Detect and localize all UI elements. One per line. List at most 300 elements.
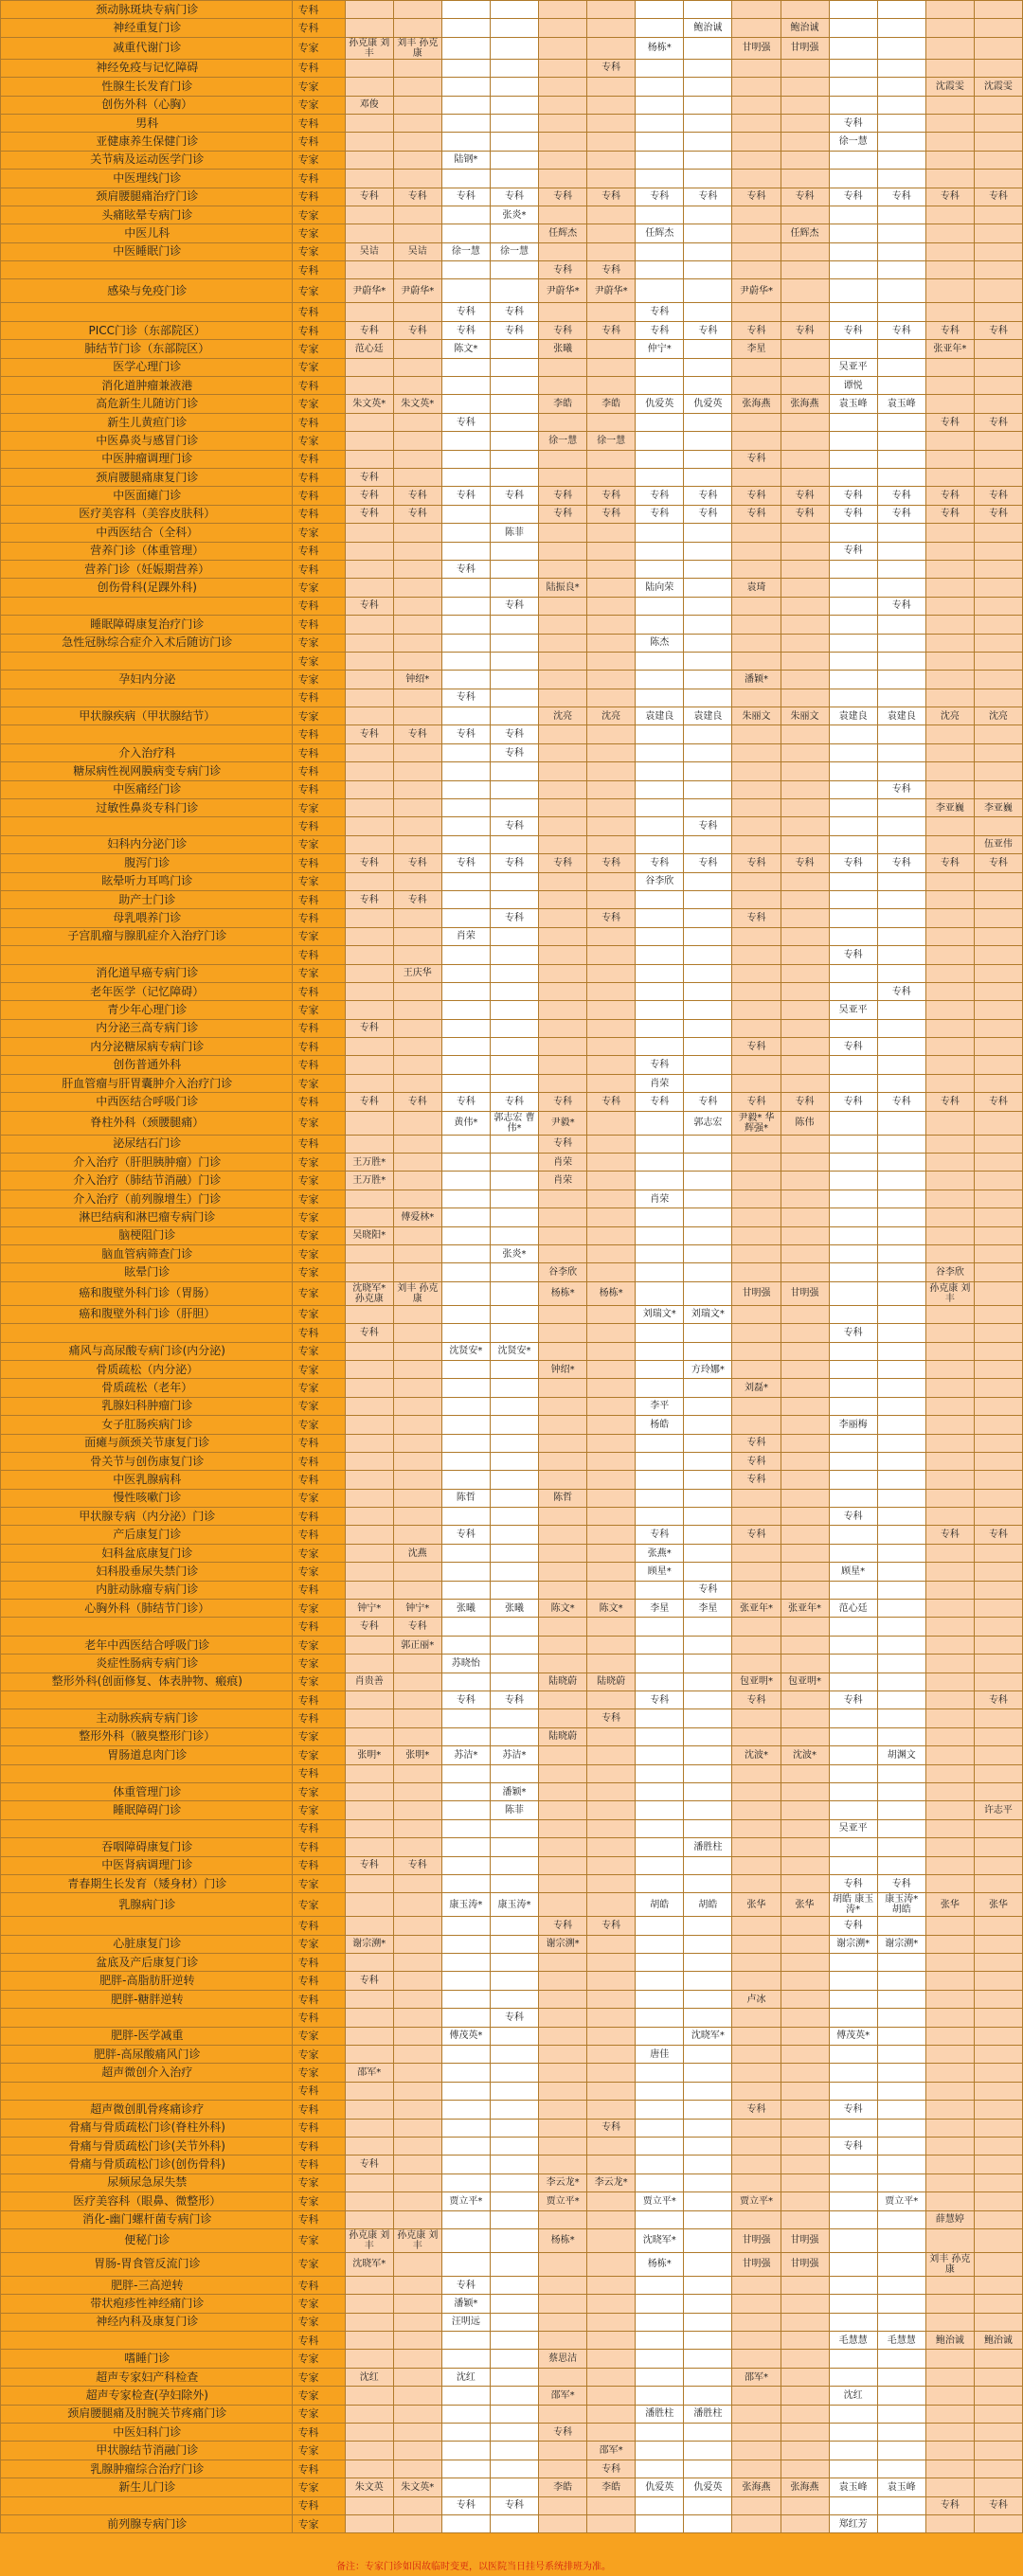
schedule-cell	[490, 1172, 538, 1190]
schedule-cell	[781, 2064, 829, 2082]
schedule-cell	[490, 261, 538, 279]
schedule-cell	[490, 1263, 538, 1281]
schedule-cell	[345, 2276, 393, 2294]
schedule-cell	[684, 1563, 732, 1581]
schedule-cell	[345, 1544, 393, 1562]
schedule-cell	[877, 2276, 925, 2294]
schedule-cell	[877, 1379, 925, 1397]
schedule-cell: 专科	[684, 1093, 732, 1111]
schedule-row	[1, 2387, 1023, 2405]
schedule-cell	[925, 1856, 974, 1874]
schedule-cell	[636, 1801, 684, 1819]
schedule-cell	[732, 982, 781, 1000]
schedule-cell	[684, 890, 732, 908]
schedule-cell	[684, 279, 732, 303]
clinic-type: 专家	[292, 964, 345, 982]
clinic-name: 高危新生儿随访门诊	[1, 395, 293, 413]
schedule-cell	[539, 1636, 587, 1654]
clinic-type: 专科	[292, 909, 345, 927]
clinic-name: 老年中西医结合呼吸门诊	[1, 1636, 293, 1654]
schedule-cell	[636, 2332, 684, 2350]
schedule-cell	[732, 1727, 781, 1745]
schedule-cell	[636, 2009, 684, 2027]
schedule-cell	[393, 799, 441, 817]
schedule-cell	[636, 909, 684, 927]
schedule-cell: 专科	[490, 1093, 538, 1111]
schedule-cell	[345, 909, 393, 927]
clinic-name: 女子肛肠疾病门诊	[1, 1416, 293, 1434]
clinic-name: 骨关节与创伤康复门诊	[1, 1452, 293, 1470]
schedule-cell	[345, 2350, 393, 2368]
schedule-cell	[393, 2174, 441, 2191]
schedule-cell	[925, 1618, 974, 1636]
schedule-cell	[345, 432, 393, 450]
schedule-cell	[539, 2496, 587, 2514]
schedule-cell	[829, 835, 877, 853]
schedule-row	[1, 579, 1023, 597]
schedule-cell	[732, 78, 781, 96]
clinic-name: 整形外科（腋臭整形门诊）	[1, 1727, 293, 1745]
schedule-cell	[490, 413, 538, 431]
clinic-name: 炎症性肠病专病门诊	[1, 1655, 293, 1673]
schedule-cell	[587, 1544, 636, 1562]
schedule-cell	[974, 1581, 1022, 1599]
clinic-name: 整形外科(创面修复、体表肿物、瘢痕)	[1, 1673, 293, 1690]
schedule-cell	[539, 1581, 587, 1599]
clinic-name: 骨质疏松（内分泌）	[1, 1360, 293, 1378]
schedule-cell	[684, 2156, 732, 2174]
schedule-cell	[781, 1990, 829, 2008]
schedule-cell	[684, 634, 732, 652]
schedule-cell	[490, 1056, 538, 1074]
schedule-row	[1, 224, 1023, 242]
schedule-cell	[829, 2424, 877, 2442]
schedule-cell	[345, 1709, 393, 1727]
schedule-cell	[587, 835, 636, 853]
clinic-type: 专科	[292, 2137, 345, 2155]
schedule-cell	[490, 1019, 538, 1037]
schedule-row	[1, 1600, 1023, 1618]
schedule-cell	[732, 59, 781, 77]
clinic-name: 颈动脉斑块专病门诊	[1, 1, 293, 19]
schedule-cell: 潘胜柱	[636, 2405, 684, 2423]
schedule-cell	[393, 2313, 441, 2331]
schedule-cell: 邵军*	[539, 2387, 587, 2405]
schedule-cell	[974, 524, 1022, 542]
schedule-cell	[877, 1801, 925, 1819]
schedule-cell	[732, 1618, 781, 1636]
schedule-cell	[781, 1190, 829, 1208]
schedule-cell	[781, 2405, 829, 2423]
schedule-cell	[587, 1801, 636, 1819]
schedule-cell	[490, 151, 538, 169]
schedule-cell	[829, 1636, 877, 1654]
schedule-cell	[732, 597, 781, 615]
clinic-type: 专家	[292, 279, 345, 303]
schedule-cell: 郑红芳	[829, 2515, 877, 2533]
schedule-cell	[925, 1746, 974, 1764]
schedule-cell	[587, 1893, 636, 1917]
schedule-cell	[925, 450, 974, 468]
schedule-cell	[732, 358, 781, 376]
schedule-cell: 专科	[732, 1452, 781, 1470]
schedule-cell: 专科	[829, 1324, 877, 1342]
schedule-cell: 陆振良*	[539, 579, 587, 597]
schedule-cell	[539, 468, 587, 486]
schedule-cell	[877, 2313, 925, 2331]
schedule-cell	[781, 579, 829, 597]
schedule-cell	[781, 2101, 829, 2119]
schedule-cell	[393, 59, 441, 77]
schedule-cell	[925, 1690, 974, 1708]
clinic-name: 新生儿门诊	[1, 2478, 293, 2496]
schedule-cell	[974, 1727, 1022, 1745]
schedule-cell	[636, 151, 684, 169]
clinic-type: 专家	[292, 2295, 345, 2313]
schedule-cell	[829, 2460, 877, 2478]
schedule-row	[1, 2276, 1023, 2294]
schedule-cell	[829, 689, 877, 707]
schedule-cell	[829, 1801, 877, 1819]
schedule-cell	[393, 1690, 441, 1708]
schedule-cell	[587, 872, 636, 890]
schedule-cell	[925, 377, 974, 395]
schedule-cell	[636, 450, 684, 468]
schedule-cell	[441, 835, 490, 853]
schedule-cell: 专科	[345, 725, 393, 743]
schedule-cell	[587, 2027, 636, 2045]
schedule-cell	[441, 799, 490, 817]
schedule-cell	[636, 652, 684, 670]
clinic-type: 专科	[292, 2332, 345, 2350]
schedule-cell	[539, 725, 587, 743]
schedule-cell	[587, 890, 636, 908]
clinic-type: 专家	[292, 634, 345, 652]
schedule-cell: 李亚巍	[974, 799, 1022, 817]
schedule-cell	[781, 1874, 829, 1892]
schedule-cell	[393, 1154, 441, 1172]
schedule-cell	[587, 1245, 636, 1263]
schedule-cell	[684, 1746, 732, 1764]
schedule-cell	[345, 19, 393, 37]
schedule-cell: 专科	[490, 303, 538, 321]
schedule-row	[1, 524, 1023, 542]
clinic-name: 超声微创介入治疗	[1, 2064, 293, 2082]
schedule-cell	[636, 133, 684, 151]
schedule-row	[1, 762, 1023, 780]
schedule-cell	[636, 279, 684, 303]
schedule-cell	[345, 524, 393, 542]
schedule-cell	[829, 1954, 877, 1972]
schedule-cell	[441, 1636, 490, 1654]
schedule-cell	[877, 2496, 925, 2514]
schedule-cell	[345, 1764, 393, 1782]
schedule-cell	[636, 946, 684, 964]
schedule-cell	[925, 59, 974, 77]
schedule-cell	[441, 2137, 490, 2155]
schedule-cell: 专科	[781, 505, 829, 523]
schedule-cell	[732, 2442, 781, 2460]
schedule-cell	[636, 1208, 684, 1226]
schedule-cell	[393, 1305, 441, 1323]
schedule-cell	[636, 2313, 684, 2331]
schedule-cell: 甘明强	[732, 1281, 781, 1305]
schedule-cell: 专科	[393, 890, 441, 908]
schedule-cell	[925, 1360, 974, 1378]
clinic-name: 孕妇内分泌	[1, 671, 293, 689]
clinic-type: 专科	[292, 114, 345, 132]
clinic-name	[1, 817, 293, 835]
schedule-cell	[925, 206, 974, 224]
schedule-cell	[539, 1856, 587, 1874]
schedule-cell	[925, 671, 974, 689]
schedule-cell: 刘磊*	[732, 1379, 781, 1397]
clinic-name: 妇科股垂尿失禁门诊	[1, 1563, 293, 1581]
schedule-cell	[684, 1690, 732, 1708]
clinic-type: 专科	[292, 1452, 345, 1470]
clinic-type: 专家	[292, 2478, 345, 2496]
schedule-cell	[732, 1208, 781, 1226]
schedule-cell: 尹毅*	[539, 1111, 587, 1135]
schedule-cell	[393, 151, 441, 169]
schedule-cell	[925, 19, 974, 37]
schedule-row	[1, 1226, 1023, 1244]
schedule-cell	[490, 2405, 538, 2423]
schedule-row	[1, 1954, 1023, 1972]
schedule-cell: 专科	[829, 114, 877, 132]
schedule-cell	[925, 743, 974, 761]
schedule-cell	[781, 1526, 829, 1544]
clinic-name: 超声专家检查(孕妇除外)	[1, 2387, 293, 2405]
schedule-cell	[781, 1038, 829, 1056]
schedule-cell	[974, 1226, 1022, 1244]
schedule-cell	[974, 1673, 1022, 1690]
schedule-cell: 专科	[732, 487, 781, 505]
schedule-row	[1, 1263, 1023, 1281]
schedule-row	[1, 1, 1023, 19]
clinic-type: 专科	[292, 1038, 345, 1056]
schedule-cell: 方玲娜*	[684, 1360, 732, 1378]
schedule-cell	[539, 2009, 587, 2027]
schedule-cell	[587, 206, 636, 224]
schedule-cell	[974, 206, 1022, 224]
schedule-cell	[829, 1782, 877, 1800]
schedule-cell: 孙克康 刘丰	[345, 2228, 393, 2252]
schedule-cell: 刘丰 孙克康	[925, 2252, 974, 2276]
schedule-cell	[829, 1208, 877, 1226]
schedule-cell	[393, 2027, 441, 2045]
schedule-cell	[539, 37, 587, 59]
schedule-cell: 苏洁*	[441, 1746, 490, 1764]
schedule-cell: 专科	[974, 505, 1022, 523]
schedule-cell	[781, 890, 829, 908]
schedule-cell	[781, 261, 829, 279]
schedule-row	[1, 2210, 1023, 2228]
clinic-type: 专家	[292, 2046, 345, 2064]
schedule-cell	[925, 2350, 974, 2368]
schedule-cell: 吴诘	[345, 242, 393, 260]
schedule-cell: 毛慧慧	[829, 2332, 877, 2350]
schedule-cell: 仇爱英	[636, 2478, 684, 2496]
schedule-cell: 唐佳	[636, 2046, 684, 2064]
schedule-cell: 专科	[877, 780, 925, 798]
schedule-cell	[925, 817, 974, 835]
schedule-cell	[587, 2368, 636, 2386]
clinic-type: 专家	[292, 2515, 345, 2533]
schedule-row	[1, 1874, 1023, 1892]
schedule-row	[1, 2252, 1023, 2276]
schedule-cell	[877, 206, 925, 224]
schedule-cell	[684, 2515, 732, 2533]
schedule-cell: 刘丰 孙克康	[393, 1281, 441, 1305]
schedule-cell	[684, 2350, 732, 2368]
schedule-cell	[684, 340, 732, 358]
schedule-cell	[732, 1056, 781, 1074]
schedule-cell	[393, 1954, 441, 1972]
schedule-cell	[732, 652, 781, 670]
schedule-cell	[345, 872, 393, 890]
schedule-cell	[974, 946, 1022, 964]
schedule-cell	[636, 19, 684, 37]
schedule-cell	[345, 114, 393, 132]
schedule-cell	[732, 1226, 781, 1244]
schedule-cell: 专科	[539, 261, 587, 279]
schedule-cell	[781, 652, 829, 670]
schedule-cell	[877, 2082, 925, 2100]
schedule-cell	[490, 1544, 538, 1562]
clinic-name: 母乳喂养门诊	[1, 909, 293, 927]
schedule-cell	[732, 242, 781, 260]
schedule-cell: 专科	[490, 321, 538, 339]
schedule-cell: 专科	[974, 1093, 1022, 1111]
schedule-cell: 苏洁*	[490, 1746, 538, 1764]
schedule-cell: 张明*	[393, 1746, 441, 1764]
schedule-cell	[684, 432, 732, 450]
schedule-cell	[974, 1618, 1022, 1636]
schedule-cell: 专科	[441, 2276, 490, 2294]
schedule-cell	[732, 1135, 781, 1153]
schedule-cell	[345, 1727, 393, 1745]
schedule-cell	[829, 1397, 877, 1415]
schedule-cell	[393, 1001, 441, 1019]
clinic-name: 中医面瘫门诊	[1, 487, 293, 505]
schedule-cell	[925, 2442, 974, 2460]
schedule-cell: 专科	[974, 487, 1022, 505]
schedule-row	[1, 2424, 1023, 2442]
schedule-cell	[441, 1954, 490, 1972]
schedule-cell	[490, 340, 538, 358]
schedule-cell	[539, 1245, 587, 1263]
schedule-row	[1, 982, 1023, 1000]
schedule-cell: 专科	[393, 321, 441, 339]
schedule-cell	[587, 1563, 636, 1581]
schedule-cell	[393, 19, 441, 37]
schedule-cell	[393, 1673, 441, 1690]
schedule-cell	[441, 1563, 490, 1581]
clinic-name: 乳腺肿瘤综合治疗门诊	[1, 2460, 293, 2478]
schedule-cell	[925, 395, 974, 413]
schedule-cell	[539, 358, 587, 376]
clinic-type: 专科	[292, 1056, 345, 1074]
schedule-cell: 谷李欣	[539, 1263, 587, 1281]
schedule-cell	[587, 946, 636, 964]
schedule-cell	[345, 2119, 393, 2137]
schedule-cell	[925, 1544, 974, 1562]
schedule-cell	[539, 170, 587, 188]
schedule-cell	[877, 1838, 925, 1856]
schedule-cell	[684, 224, 732, 242]
schedule-row	[1, 1990, 1023, 2008]
schedule-cell	[732, 1324, 781, 1342]
schedule-cell	[925, 1727, 974, 1745]
schedule-cell	[393, 2424, 441, 2442]
schedule-cell	[877, 2252, 925, 2276]
schedule-cell	[490, 358, 538, 376]
clinic-name: 内分泌糖尿病专病门诊	[1, 1038, 293, 1056]
schedule-cell	[684, 1154, 732, 1172]
clinic-name: 甲状腺疾病（甲状腺结节）	[1, 707, 293, 725]
schedule-cell	[539, 242, 587, 260]
schedule-cell: 专科	[877, 1093, 925, 1111]
schedule-cell	[636, 2368, 684, 2386]
schedule-cell: 陆晓蔚	[587, 1673, 636, 1690]
schedule-cell	[974, 1874, 1022, 1892]
schedule-cell: 朱文英*	[393, 395, 441, 413]
schedule-cell	[393, 358, 441, 376]
schedule-cell	[345, 1111, 393, 1135]
schedule-cell: 专科	[636, 487, 684, 505]
clinic-type: 专家	[292, 151, 345, 169]
schedule-cell: 专科	[636, 321, 684, 339]
schedule-cell	[441, 2156, 490, 2174]
clinic-type: 专家	[292, 1379, 345, 1397]
clinic-name: 医学心理门诊	[1, 358, 293, 376]
schedule-row	[1, 1838, 1023, 1856]
schedule-cell: 李皓	[539, 395, 587, 413]
schedule-cell	[587, 133, 636, 151]
schedule-cell	[829, 1263, 877, 1281]
schedule-cell	[925, 872, 974, 890]
schedule-cell	[490, 2387, 538, 2405]
schedule-row	[1, 1673, 1023, 1690]
schedule-cell	[974, 1764, 1022, 1782]
clinic-name: 肥胖-高尿酸痛风门诊	[1, 2046, 293, 2064]
schedule-cell: 沈晓军*	[684, 2027, 732, 2045]
schedule-cell: 专科	[829, 321, 877, 339]
schedule-cell	[781, 2368, 829, 2386]
schedule-cell	[732, 206, 781, 224]
schedule-cell	[974, 2424, 1022, 2442]
schedule-cell: 徐一慧	[829, 133, 877, 151]
schedule-cell	[490, 1154, 538, 1172]
schedule-cell	[539, 78, 587, 96]
clinic-type: 专科	[292, 689, 345, 707]
schedule-cell	[684, 1673, 732, 1690]
schedule-cell	[490, 2313, 538, 2331]
schedule-cell	[781, 524, 829, 542]
schedule-cell	[441, 2405, 490, 2423]
clinic-name: 内脏动脉瘤专病门诊	[1, 1581, 293, 1599]
schedule-cell: 张海燕	[732, 395, 781, 413]
schedule-cell: 沈燕	[393, 1544, 441, 1562]
schedule-cell	[974, 358, 1022, 376]
schedule-cell	[974, 1379, 1022, 1397]
schedule-cell	[877, 1324, 925, 1342]
schedule-cell	[877, 96, 925, 114]
clinic-name: 介入治疗（肺结节消融）门诊	[1, 1172, 293, 1190]
schedule-cell	[877, 1581, 925, 1599]
schedule-cell: 谷李欣	[636, 872, 684, 890]
